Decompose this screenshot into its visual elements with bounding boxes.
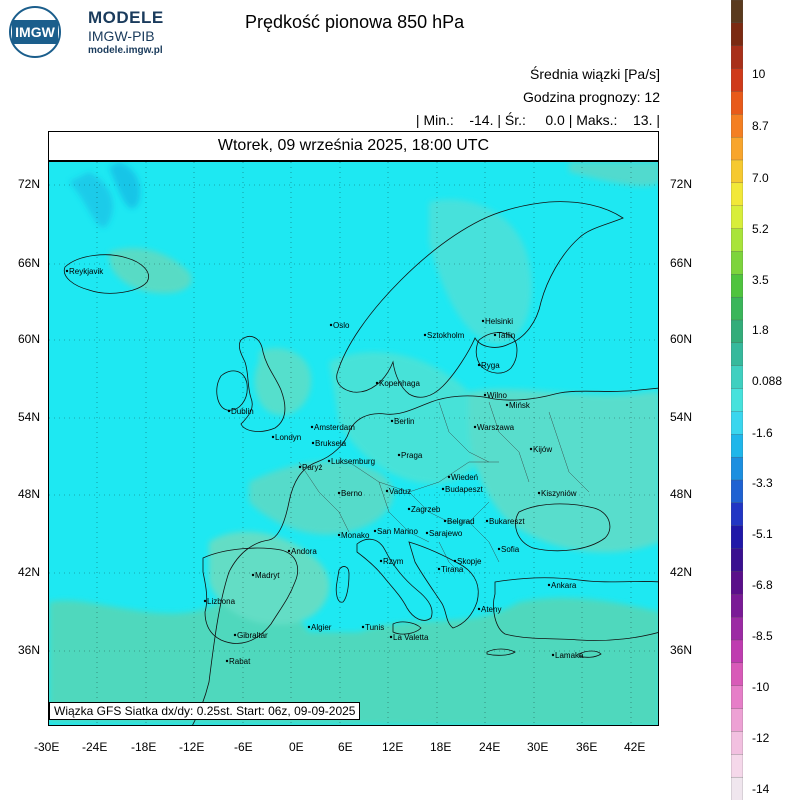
city-dot: [338, 534, 340, 536]
city-marker: [408, 505, 441, 514]
city-dot: [234, 634, 236, 636]
city-dot: [538, 492, 540, 494]
city-name: Lamaka: [555, 651, 584, 660]
lon-label-36e: 36E: [576, 740, 598, 754]
city-marker: [330, 321, 350, 330]
date-label: Wtorek, 09 września 2025, 18:00 UTC: [48, 131, 659, 161]
city-name: Londyn: [275, 433, 302, 442]
city-dot: [474, 426, 476, 428]
city-dot: [408, 508, 410, 510]
lat-label-42n-right: 42N: [670, 565, 693, 579]
city-name: Berno: [341, 489, 363, 498]
lat-label-48n-left: 48N: [18, 487, 41, 501]
city-name: Bruksela: [315, 439, 347, 448]
city-name: Amsterdam: [314, 423, 355, 432]
colorbar-segment: [731, 549, 743, 572]
city-dot: [424, 334, 426, 336]
city-name: Skopje: [457, 557, 482, 566]
city-dot: [506, 404, 508, 406]
city-marker: [380, 557, 404, 566]
city-dot: [454, 560, 456, 562]
city-marker: [478, 361, 500, 370]
city-dot: [338, 492, 340, 494]
city-marker: [442, 485, 484, 494]
city-name: Algier: [311, 623, 332, 632]
city-dot: [448, 476, 450, 478]
city-dot: [442, 488, 444, 490]
city-marker: [66, 267, 104, 276]
city-name: Kiszyniów: [541, 489, 577, 498]
city-name: Rabat: [229, 657, 251, 666]
city-marker: [311, 423, 355, 432]
lon-label-30e: 30E: [527, 740, 549, 754]
city-dot: [530, 448, 532, 450]
city-name: Berlin: [394, 417, 415, 426]
city-name: Helsinki: [485, 317, 514, 326]
city-marker: [438, 565, 464, 574]
colorbar-segment: [731, 114, 743, 137]
colorbar-segment: [731, 640, 743, 663]
brand-url[interactable]: modele.imgw.pl: [88, 45, 163, 56]
colorbar-segment: [731, 709, 743, 732]
colorbar-label: -10: [752, 680, 770, 694]
lon-label-18e: 18E: [430, 740, 452, 754]
city-name: Vaduz: [389, 487, 412, 496]
colorbar-segment: [731, 91, 743, 114]
city-marker: [272, 433, 301, 442]
city-marker: [362, 623, 384, 632]
city-name: Dublin: [231, 407, 254, 416]
city-marker: [552, 651, 584, 660]
lat-label-60n-left: 60N: [18, 332, 41, 346]
colorbar-segment: [731, 663, 743, 686]
city-name: Rzym: [383, 557, 404, 566]
city-marker: [374, 527, 419, 536]
city-marker: [426, 529, 463, 538]
city-marker: [338, 489, 363, 498]
city-marker: [478, 605, 502, 614]
colorbar-segment: [731, 480, 743, 503]
city-name: Luksemburg: [331, 457, 376, 466]
city-marker: [486, 517, 526, 526]
city-name: Wiedeń: [451, 473, 479, 482]
colorbar-segment: [731, 183, 743, 206]
city-dot: [311, 426, 313, 428]
lon-label-12e: 12E: [382, 740, 404, 754]
city-dot: [308, 626, 310, 628]
city-dot: [482, 320, 484, 322]
city-name: Warszawa: [477, 423, 515, 432]
city-marker: [299, 463, 323, 472]
city-dot: [272, 436, 274, 438]
city-marker: [288, 547, 318, 556]
city-dot: [376, 382, 378, 384]
city-name: Andora: [291, 547, 317, 556]
city-marker: [424, 331, 465, 340]
colorbar-segment: [731, 137, 743, 160]
forecast-hour: Godzina prognozy: 12: [523, 89, 660, 105]
city-name: Tirana: [441, 565, 464, 574]
city-dot: [494, 334, 496, 336]
colorbar-label: 10: [752, 67, 766, 81]
city-name: Praga: [401, 451, 423, 460]
lon-label-42e: 42E: [624, 740, 646, 754]
city-name: Paryż: [302, 463, 323, 472]
brand-title: MODELE: [88, 8, 164, 27]
colorbar-label: 8.7: [752, 119, 769, 133]
lon-label-18w: -18E: [131, 740, 157, 754]
city-name: Budapeszt: [445, 485, 483, 494]
colorbar-label: 3.5: [752, 273, 769, 287]
lon-label-24w: -24E: [82, 740, 108, 754]
city-marker: [448, 473, 478, 482]
lon-label-24e: 24E: [479, 740, 501, 754]
colorbar-segment: [731, 46, 743, 69]
colorbar-label: -6.8: [752, 578, 773, 592]
colorbar: [731, 0, 743, 800]
lon-label-6w: -6E: [234, 740, 253, 754]
colorbar-label: 5.2: [752, 222, 769, 236]
colorbar-label: -3.3: [752, 476, 773, 490]
lat-label-72n-left: 72N: [18, 177, 41, 191]
lon-label-6e: 6E: [338, 740, 353, 754]
city-dot: [498, 548, 500, 550]
city-marker: [252, 571, 280, 580]
city-dot: [426, 532, 428, 534]
colorbar-segment: [731, 777, 743, 800]
lat-label-36n-right: 36N: [670, 643, 693, 657]
city-name: Sztokholm: [427, 331, 465, 340]
city-dot: [478, 608, 480, 610]
colorbar-label: -5.1: [752, 527, 773, 541]
lat-label-42n-left: 42N: [18, 565, 41, 579]
city-dot: [478, 364, 480, 366]
city-marker: [312, 439, 347, 448]
city-dot: [204, 600, 206, 602]
colorbar-segment: [731, 754, 743, 777]
colorbar-label: 1.8: [752, 323, 769, 337]
city-dot: [484, 394, 486, 396]
city-dot: [312, 442, 314, 444]
colorbar-label: 7.0: [752, 171, 769, 185]
imgw-logo: [6, 6, 64, 58]
city-marker: [482, 317, 513, 326]
city-name: Ankara: [551, 581, 577, 590]
city-marker: [530, 445, 553, 454]
city-name: Bukareszt: [489, 517, 525, 526]
stats-line: | Min.: -14. | Śr.: 0.0 | Maks.: 13. |: [415, 112, 660, 128]
city-dot: [252, 574, 254, 576]
city-marker: [444, 517, 475, 526]
city-dot: [299, 466, 301, 468]
city-dot: [66, 270, 68, 272]
logo-text: IMGW: [15, 24, 55, 40]
city-dot: [226, 660, 228, 662]
city-marker: [474, 423, 515, 432]
city-dot: [391, 420, 393, 422]
colorbar-segment: [731, 571, 743, 594]
city-name: Madryt: [255, 571, 280, 580]
city-name: Tallin: [497, 331, 516, 340]
lat-label-36n-left: 36N: [18, 643, 41, 657]
lon-label-30w: -30E: [34, 740, 60, 754]
colorbar-label: -12: [752, 731, 770, 745]
footer-note: Wiązka GFS Siatka dx/dy: 0.25st. Start: 06z, 09-09-2025: [49, 702, 360, 720]
city-name: Ryga: [481, 361, 500, 370]
colorbar-segment: [731, 320, 743, 343]
colorbar-label: -8.5: [752, 629, 773, 643]
city-dot: [386, 490, 388, 492]
city-marker: [498, 545, 520, 554]
city-name: Belgrad: [447, 517, 475, 526]
city-name: Oslo: [333, 321, 350, 330]
colorbar-segment: [731, 686, 743, 709]
city-name: Sofia: [501, 545, 520, 554]
colorbar-label: -14: [752, 782, 770, 796]
city-name: Zagrzeb: [411, 505, 441, 514]
city-marker: [338, 531, 370, 540]
city-marker: [226, 657, 251, 666]
city-dot: [330, 324, 332, 326]
city-name: Kijów: [533, 445, 553, 454]
colorbar-segment: [731, 434, 743, 457]
city-marker: [386, 487, 411, 496]
colorbar-label: 0.088: [752, 374, 783, 388]
colorbar-segment: [731, 389, 743, 412]
city-marker: [308, 623, 332, 632]
city-marker: [494, 331, 515, 340]
brand-subtitle: IMGW-PIB: [88, 28, 155, 44]
city-dot: [390, 636, 392, 638]
colorbar-segment: [731, 23, 743, 46]
colorbar-segment: [731, 617, 743, 640]
city-dot: [552, 654, 554, 656]
city-marker: [391, 417, 415, 426]
city-name: Mińsk: [509, 401, 530, 410]
map-svg: [49, 162, 659, 726]
map-title: Prędkość pionowa 850 hPa: [245, 12, 465, 32]
city-name: San Marino: [377, 527, 418, 536]
colorbar-label: -1.6: [752, 426, 773, 440]
lat-label-66n-right: 66N: [670, 256, 693, 270]
city-name: Tunis: [365, 623, 385, 632]
city-dot: [486, 520, 488, 522]
city-dot: [288, 550, 290, 552]
colorbar-segment: [731, 297, 743, 320]
lat-label-66n-left: 66N: [18, 256, 41, 270]
city-dot: [362, 626, 364, 628]
city-marker: [398, 451, 423, 460]
lat-label-54n-right: 54N: [670, 410, 693, 424]
city-marker: [204, 597, 236, 606]
city-name: La Valetta: [393, 633, 429, 642]
city-marker: [538, 489, 577, 498]
colorbar-segment: [731, 343, 743, 366]
city-dot: [380, 560, 382, 562]
colorbar-segment: [731, 160, 743, 183]
city-marker: [228, 407, 254, 416]
city-dot: [398, 454, 400, 456]
colorbar-segment: [731, 526, 743, 549]
colorbar-segment: [731, 0, 743, 23]
city-dot: [548, 584, 550, 586]
city-marker: [548, 581, 577, 590]
city-dot: [328, 460, 330, 462]
colorbar-segment: [731, 229, 743, 252]
colorbar-segment: [731, 274, 743, 297]
colorbar-segment: [731, 366, 743, 389]
colorbar-segment: [731, 503, 743, 526]
city-marker: [376, 379, 421, 388]
city-marker: [234, 631, 268, 640]
city-name: Lizbona: [207, 597, 236, 606]
city-dot: [374, 530, 376, 532]
city-dot: [228, 410, 230, 412]
city-marker: [328, 457, 375, 466]
colorbar-segment: [731, 731, 743, 754]
city-name: Kopenhaga: [379, 379, 420, 388]
colorbar-segment: [731, 251, 743, 274]
lat-label-54n-left: 54N: [18, 410, 41, 424]
lon-label-12w: -12E: [179, 740, 205, 754]
city-dot: [438, 568, 440, 570]
city-name: Ateny: [481, 605, 502, 614]
average-label: Średnia wiązki [Pa/s]: [530, 66, 660, 82]
city-dot: [444, 520, 446, 522]
lat-label-60n-right: 60N: [670, 332, 693, 346]
city-name: Monako: [341, 531, 370, 540]
city-name: Wilno: [487, 391, 508, 400]
colorbar-segment: [731, 594, 743, 617]
colorbar-segment: [731, 206, 743, 229]
city-name: Gibraltar: [237, 631, 268, 640]
colorbar-segment: [731, 69, 743, 92]
city-marker: [390, 633, 429, 642]
colorbar-segment: [731, 457, 743, 480]
map-area: [48, 161, 659, 726]
colorbar-segment: [731, 411, 743, 434]
city-marker: [484, 391, 508, 400]
city-name: Sarajewo: [429, 529, 463, 538]
city-marker: [506, 401, 531, 410]
lon-label-0e: 0E: [289, 740, 304, 754]
lat-label-72n-right: 72N: [670, 177, 693, 191]
city-name: Reykjavik: [69, 267, 104, 276]
lat-label-48n-right: 48N: [670, 487, 693, 501]
